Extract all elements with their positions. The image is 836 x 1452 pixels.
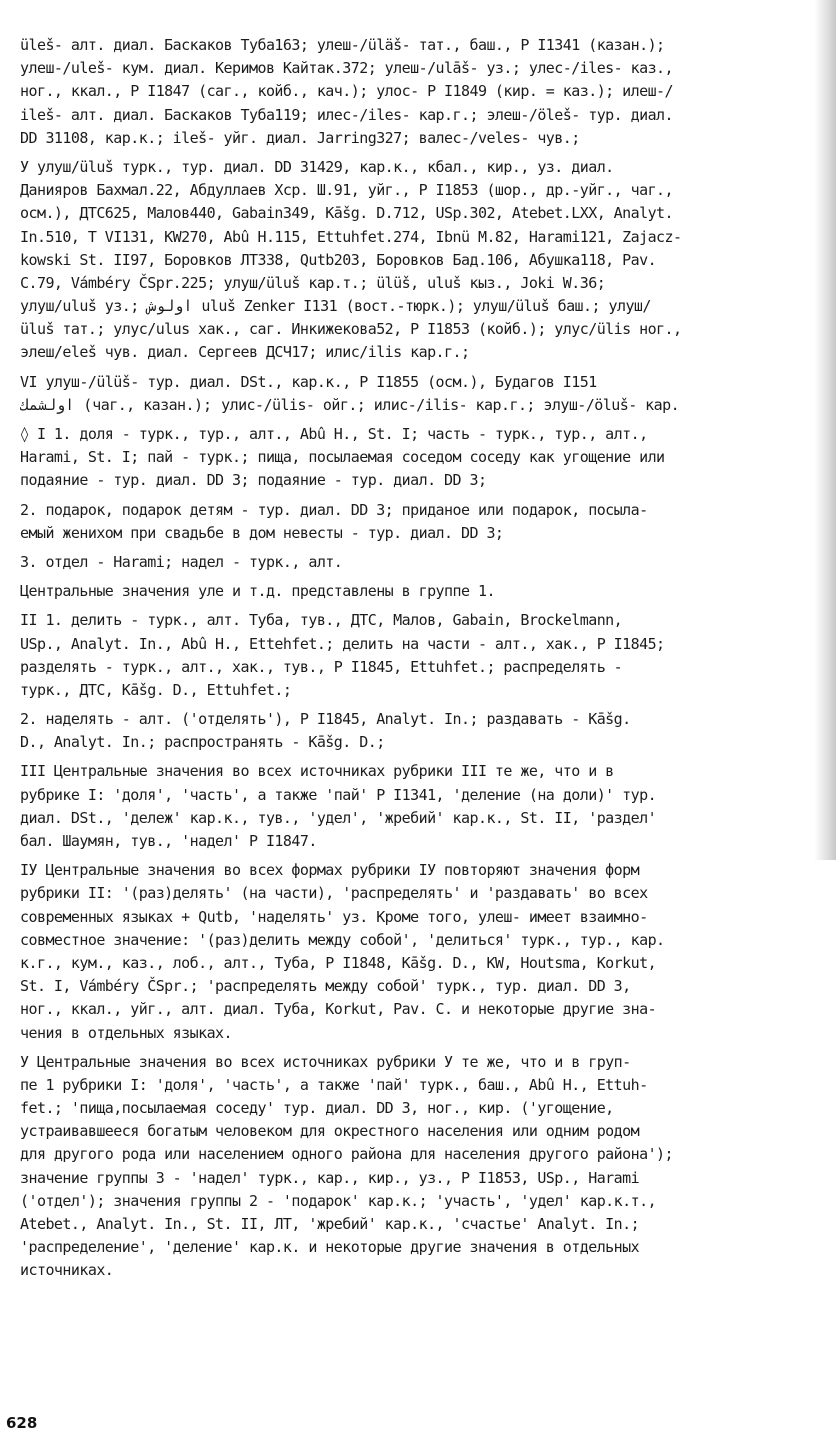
text-line: ног., ккал., уйг., алт. диал. Туба, Korkut, Pav. C. и некоторые другие зна-	[20, 1000, 657, 1019]
text-line: USp., Analyt. In., Abû H., Ettehfet.; делить на части - алт., хак., Р I1845;	[20, 634, 665, 653]
text-line: для другого рода или населением одного района для населения другого района');	[20, 1145, 674, 1164]
page-number: 628	[6, 1414, 38, 1432]
text-line: 2. наделять - алт. ('отделять'), Р I1845, Analyt. In.; раздавать - Kāšg.	[20, 710, 631, 729]
text-line: 2. подарок, подарок детям - тур. диал. DD 3; приданое или подарок, посыла-	[20, 500, 648, 519]
text-line: рубрики II: '(раз)делять' (на части), 'распределять' и 'раздавать' во всех	[20, 884, 648, 903]
text-line: 3. отдел - Harami; надел - турк., алт.	[20, 552, 343, 571]
text-line: In.510, T VI131, KW270, Abû H.115, Ettuhfet.274, Ibnü M.82, Harami121, Zajacz-	[20, 227, 682, 246]
text-line: üleš- алт. диал. Баскаков Туба163; улеш-/üläš- тат., баш., Р I1341 (казан.);	[20, 36, 665, 54]
text-line: устраивавшееся богатым человеком для окрестного населения или одним родом	[20, 1122, 640, 1141]
text-line: II 1. делить - турк., алт. Туба, тув., ДТС, Малов, Gabain, Brockelmann,	[20, 611, 623, 630]
text-line: Harami, St. I; пай - турк.; пища, посылаемая соседом соседу как угощение или	[20, 448, 665, 467]
text-line: C.79, Vámbéry ČSpr.225; улуш/üluš кар.т.; ülüš, uluš кыз., Joki W.36;	[20, 273, 606, 292]
text-line: современных языках + Qutb, 'наделять' уз. Кроме того, улеш- имеет взаимно-	[20, 907, 648, 926]
text-line: ('отдел'); значения группы 2 - 'подарок' кар.к.; 'участь', 'удел' кар.к.т.,	[20, 1191, 657, 1210]
text-line: ileš- алт. диал. Баскаков Туба119; илес-/iles- кар.г.; элеш-/öleš- тур. диал.	[20, 105, 674, 124]
text-line: üluš тат.; улус/ulus хак., саг. Инкижекова52, Р I1853 (койб.); улус/ülis ног.,	[20, 320, 682, 339]
text-line: источниках.	[20, 1261, 114, 1280]
text-line: Центральные значения уле и т.д. представлены в группе 1.	[20, 582, 495, 601]
text-line: kowski St. II97, Боровков ЛТ338, Qutb203, Боровков Бад.106, Абушка118, Pav.	[20, 250, 657, 269]
text-line: бал. Шаумян, тув., 'надел' Р I1847.	[20, 832, 317, 850]
text-line: разделять - турк., алт., хак., тув., Р I1845, Ettuhfet.; распределять -	[20, 657, 623, 676]
text-line: ◊ I 1. доля - турк., тур., алт., Abû H., St. I; часть - турк., тур., алт.,	[20, 425, 648, 443]
text-line: пе 1 рубрики I: 'доля', 'часть', а также 'пай' турк., баш., Abû H., Ettuh-	[20, 1075, 648, 1094]
text-line: III Центральные значения во всех источниках рубрики III те же, что и в	[20, 762, 614, 781]
text-line: У улуш/üluš турк., тур. диал. DD 31429, кар.к., кбал., кир., уз. диал.	[20, 157, 614, 176]
text-line: элеш/eleš чув. диал. Сергеев ДСЧ17; илис/ilis кар.г.;	[20, 343, 470, 362]
text-line: турк., ДТС, Kāšg. D., Ettuhfet.;	[20, 680, 292, 699]
text-line: fet.; 'пища,посылаемая соседу' тур. диал. DD 3, ног., кир. ('угощение,	[20, 1099, 614, 1118]
text-line: اولشمك (чаг., казан.); улис-/ülis- ойг.; илис-/ilis- кар.г.; элуш-/öluš- кар.	[20, 395, 680, 414]
text-line: St. I, Vámbéry ČSpr.; 'распределять между собой' турк., тур. диал. DD 3,	[20, 977, 631, 996]
text-line: D., Analyt. In.; распространять - Kāšg. D.;	[20, 733, 385, 752]
text-line: диал. DSt., 'дележ' кар.к., тув., 'удел', 'жребий' кар.к., St. II, 'раздел'	[20, 808, 657, 827]
text-line: IУ Центральные значения во всех формах рубрики IУ повторяют значения форм	[20, 861, 640, 880]
text-line: подаяние - тур. диал. DD 3; подаяние - тур. диал. DD 3;	[20, 471, 487, 490]
text-line: значение группы 3 - 'надел' турк., кар., кир., уз., Р I1853, USp., Harami	[20, 1168, 640, 1187]
text-line: У Центральные значения во всех источниках рубрики У те же, что и в груп-	[20, 1052, 631, 1071]
text-line: 'распределение', 'деление' кар.к. и некоторые другие значения в отдельных	[20, 1238, 640, 1257]
text-line: Atebet., Analyt. In., St. II, ЛТ, 'жребий' кар.к., 'счастье' Analyt. In.;	[20, 1215, 640, 1233]
document-body	[20, 34, 820, 1283]
text-line: Данияров Бахмал.22, Абдуллаев Хср. Ш.91, уйг., Р I1853 (шор., др.-уйг., чаг.,	[20, 181, 674, 200]
text-line: к.г., кум., каз., лоб., алт., Туба, Р I1848, Kāšg. D., KW, Houtsma, Korkut,	[20, 953, 657, 972]
text-line: VI улуш-/ülüš- тур. диал. DSt., кар.к., Р I1855 (осм.), Будагов I151	[20, 372, 597, 391]
text-line: емый женихом при свадьбе в дом невесты - тур. диал. DD 3;	[20, 523, 504, 542]
text-line: ног., ккал., Р I1847 (саг., койб., кач.); улос- Р I1849 (кир. = каз.); илеш-/	[20, 82, 674, 101]
text-line: рубрике I: 'доля', 'часть', а также 'пай' Р I1341, 'деление (на доли)' тур.	[20, 785, 657, 804]
text-line: улуш/uluš уз.; اولوش uluš Zenker I131 (вост.-тюрк.); улуш/üluš баш.; улуш/	[20, 297, 651, 316]
text-line: осм.), ДТС625, Малов440, Gabain349, Kāšg. D.712, USp.302, Atebet.LXX, Analyt.	[20, 204, 674, 223]
text-line: чения в отдельных языках.	[20, 1023, 233, 1042]
text-line: DD 31108, кар.к.; ileš- уйг. диал. Jarring327; валес-/veles- чув.;	[20, 128, 580, 147]
text-line: совместное значение: '(раз)делить между собой', 'делиться' турк., тур., кар.	[20, 930, 665, 949]
text-line: улеш-/uleš- кум. диал. Керимов Кайтак.372; улеш-/ulāš- уз.; улес-/iles- каз.,	[20, 59, 674, 78]
